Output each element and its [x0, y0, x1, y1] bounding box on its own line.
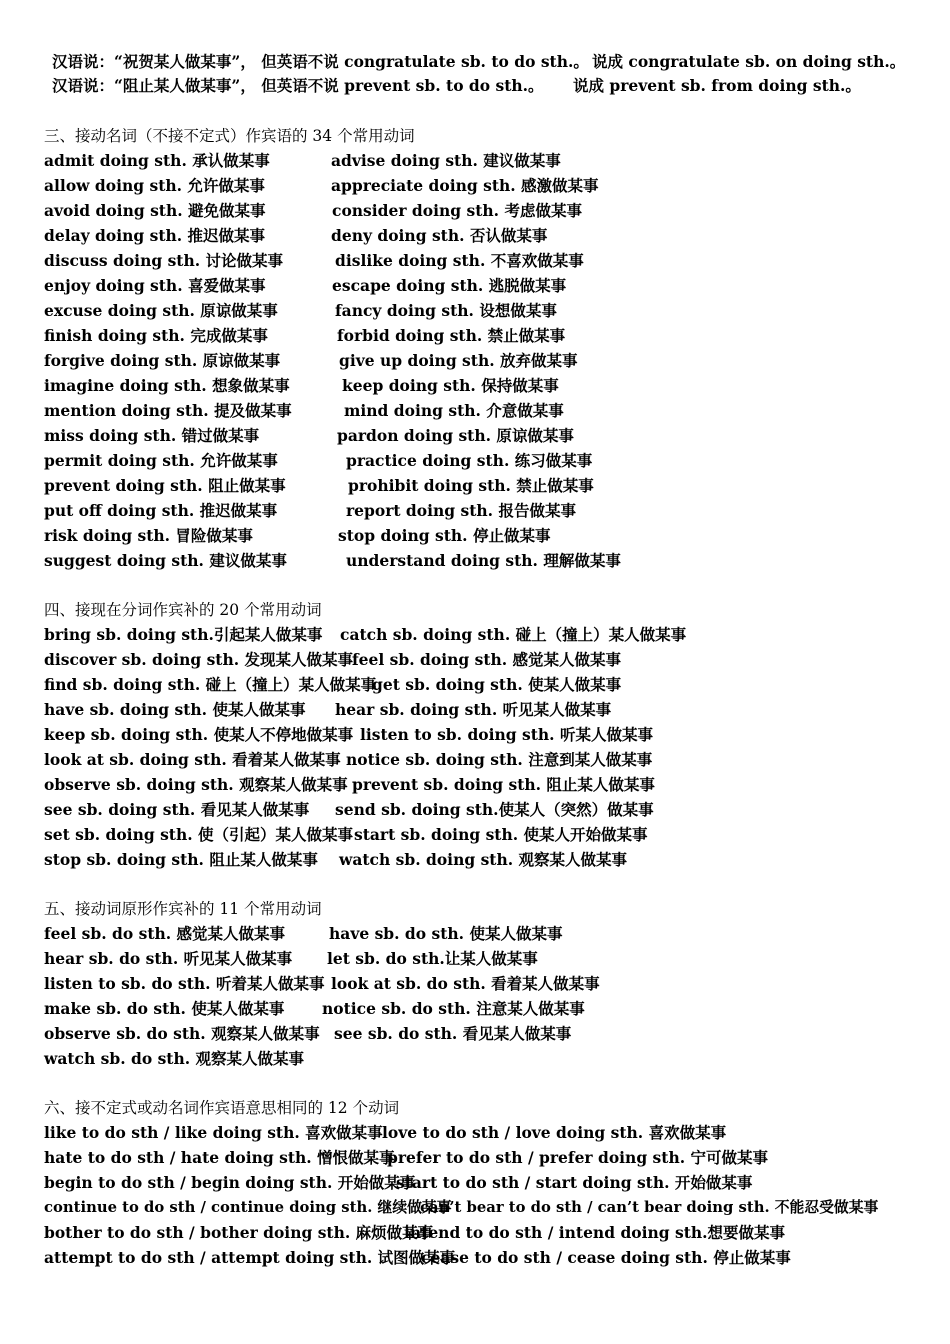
list-item — [44, 798, 654, 822]
list-item — [44, 673, 622, 697]
phrase-left: attempt to do sth / attempt doing sth. 试图做某事 — [44, 1248, 456, 1267]
list-item — [44, 399, 564, 423]
list-item — [44, 274, 567, 298]
phrase-right: catch sb. doing sth. 碰上（撞上）某人做某事 — [340, 625, 687, 644]
phrase-left: see sb. doing sth. 看见某人做某事 — [44, 800, 310, 819]
list-item — [44, 1196, 879, 1220]
list-item — [44, 324, 566, 348]
list-item — [44, 1121, 727, 1145]
section-heading: 三、接动名词（不接不定式）作宾语的 34 个常用动词 — [44, 127, 415, 145]
phrase-right: love to do sth / love doing sth. 喜欢做某事 — [382, 1123, 727, 1142]
phrase-left: like to do sth / like doing sth. 喜欢做某事 — [44, 1123, 383, 1142]
phrase-left: mention doing sth. 提及做某事 — [44, 401, 292, 420]
phrase-left: excuse doing sth. 原谅做某事 — [44, 301, 278, 320]
phrase-left: make sb. do sth. 使某人做某事 — [44, 999, 285, 1018]
list-item — [44, 299, 557, 323]
list-item — [44, 424, 574, 448]
phrase-left: set sb. doing sth. 使（引起）某人做某事 — [44, 825, 354, 844]
phrase-left: look at sb. doing sth. 看着某人做某事 — [44, 750, 341, 769]
list-item — [44, 922, 563, 946]
phrase-right: look at sb. do sth. 看着某人做某事 — [331, 974, 600, 993]
list-item — [44, 947, 538, 971]
phrase-right: stop doing sth. 停止做某事 — [338, 526, 551, 545]
phrase-right: have sb. do sth. 使某人做某事 — [329, 924, 563, 943]
phrase-left: permit doing sth. 允许做某事 — [44, 451, 278, 470]
list-item — [44, 524, 551, 548]
list-item — [44, 549, 621, 573]
list-item — [44, 199, 582, 223]
section-heading: 六、接不定式或动名词作宾语意思相同的 12 个动词 — [44, 1099, 400, 1117]
phrase-right: intend to do sth / intend doing sth.想要做某事 — [404, 1223, 786, 1242]
phrase-left: begin to do sth / begin doing sth. 开始做某事 — [44, 1173, 416, 1192]
phrase-left: keep sb. doing sth. 使某人不停地做某事 — [44, 725, 354, 744]
phrase-right: consider doing sth. 考虑做某事 — [332, 201, 582, 220]
phrase-right: give up doing sth. 放弃做某事 — [339, 351, 578, 370]
list-item — [44, 149, 561, 173]
section-heading: 五、接动词原形作宾补的 11 个常用动词 — [44, 900, 322, 918]
list-item — [44, 224, 548, 248]
intro-line — [52, 50, 906, 74]
list-item — [44, 698, 612, 722]
phrase-right: understand doing sth. 理解做某事 — [346, 551, 621, 570]
phrase-left: bother to do sth / bother doing sth. 麻烦做某事 — [44, 1223, 434, 1242]
phrase-right: escape doing sth. 逃脱做某事 — [332, 276, 567, 295]
phrase-left: observe sb. do sth. 观察某人做某事 — [44, 1024, 320, 1043]
phrase-left: hear sb. do sth. 听见某人做某事 — [44, 949, 293, 968]
intro-line — [52, 74, 861, 98]
phrase-right: fancy doing sth. 设想做某事 — [335, 301, 557, 320]
phrase-right: notice sb. doing sth. 注意到某人做某事 — [346, 750, 653, 769]
phrase-left: put off doing sth. 推迟做某事 — [44, 501, 278, 520]
phrase-right: hear sb. doing sth. 听见某人做某事 — [335, 700, 612, 719]
phrase-right: deny doing sth. 否认做某事 — [331, 226, 548, 245]
phrase-left: find sb. doing sth. 碰上（撞上）某人做某事 — [44, 675, 377, 694]
phrase-left: finish doing sth. 完成做某事 — [44, 326, 268, 345]
list-item — [44, 972, 600, 996]
phrase-left: risk doing sth. 冒险做某事 — [44, 526, 253, 545]
phrase-left: avoid doing sth. 避免做某事 — [44, 201, 266, 220]
list-item — [44, 1221, 786, 1245]
phrase-right: cease to do sth / cease doing sth. 停止做某事 — [421, 1248, 791, 1267]
list-item — [44, 823, 648, 847]
list-item — [44, 848, 628, 872]
phrase-right: listen to sb. doing sth. 听某人做某事 — [360, 725, 653, 744]
phrase-right: get sb. doing sth. 使某人做某事 — [372, 675, 622, 694]
phrase-left: imagine doing sth. 想象做某事 — [44, 376, 290, 395]
phrase-right: send sb. doing sth.使某人（突然）做某事 — [335, 800, 654, 819]
phrase-right: can’t bear to do sth / can’t bear doing sth. 不能忍受做某事 — [420, 1199, 879, 1216]
phrase-left: bring sb. doing sth.引起某人做某事 — [44, 625, 323, 644]
list-item — [44, 1047, 304, 1071]
list-item — [44, 449, 593, 473]
phrase-left: delay doing sth. 推迟做某事 — [44, 226, 266, 245]
list-item — [44, 748, 653, 772]
list-item — [44, 623, 687, 647]
phrase-left: watch sb. do sth. 观察某人做某事 — [44, 1049, 305, 1068]
list-item — [44, 997, 585, 1021]
phrase-right: start sb. doing sth. 使某人开始做某事 — [354, 825, 648, 844]
list-item — [44, 1246, 791, 1270]
phrase-left: discover sb. doing sth. 发现某人做某事 — [44, 650, 354, 669]
phrase-right: forbid doing sth. 禁止做某事 — [337, 326, 566, 345]
list-item — [44, 499, 576, 523]
phrase-right: dislike doing sth. 不喜欢做某事 — [335, 251, 584, 270]
phrase-right: pardon doing sth. 原谅做某事 — [337, 426, 574, 445]
phrase-right: practice doing sth. 练习做某事 — [346, 451, 593, 470]
intro-correction: 说成 prevent sb. from doing sth.。 — [573, 76, 861, 95]
list-item — [44, 374, 559, 398]
phrase-right: prohibit doing sth. 禁止做某事 — [348, 476, 594, 495]
phrase-right: prevent sb. doing sth. 阻止某人做某事 — [352, 775, 655, 794]
phrase-right: appreciate doing sth. 感激做某事 — [331, 176, 599, 195]
phrase-left: admit doing sth. 承认做某事 — [44, 151, 270, 170]
list-item — [44, 349, 578, 373]
phrase-left: stop sb. doing sth. 阻止某人做某事 — [44, 850, 318, 869]
phrase-right: start to do sth / start doing sth. 开始做某事 — [396, 1173, 753, 1192]
phrase-left: have sb. doing sth. 使某人做某事 — [44, 700, 306, 719]
list-item — [44, 1171, 753, 1195]
phrase-left: feel sb. do sth. 感觉某人做某事 — [44, 924, 286, 943]
phrase-right: notice sb. do sth. 注意某人做某事 — [322, 999, 585, 1018]
intro-text: 汉语说：“祝贺某人做某事”， 但英语不说 congratulate sb. to do sth.。 — [52, 52, 589, 71]
list-item — [44, 474, 594, 498]
phrase-left: suggest doing sth. 建议做某事 — [44, 551, 287, 570]
phrase-right: report doing sth. 报告做某事 — [346, 501, 576, 520]
phrase-left: discuss doing sth. 讨论做某事 — [44, 251, 284, 270]
phrase-left: listen to sb. do sth. 听着某人做某事 — [44, 974, 325, 993]
list-item — [44, 773, 655, 797]
phrase-left: continue to do sth / continue doing sth. 继续做某事 — [44, 1199, 452, 1216]
phrase-left: miss doing sth. 错过做某事 — [44, 426, 260, 445]
intro-text: 汉语说：“阻止某人做某事”， 但英语不说 prevent sb. to do sth.。 — [52, 76, 544, 95]
phrase-right: prefer to do sth / prefer doing sth. 宁可做某事 — [387, 1148, 769, 1167]
phrase-right: let sb. do sth.让某人做某事 — [327, 949, 538, 968]
phrase-left: allow doing sth. 允许做某事 — [44, 176, 265, 195]
phrase-left: forgive doing sth. 原谅做某事 — [44, 351, 281, 370]
intro-correction: 说成 congratulate sb. on doing sth.。 — [592, 52, 906, 71]
list-item — [44, 249, 584, 273]
list-item — [44, 648, 622, 672]
phrase-right: mind doing sth. 介意做某事 — [344, 401, 564, 420]
section-heading: 四、接现在分词作宾补的 20 个常用动词 — [44, 601, 322, 619]
phrase-left: enjoy doing sth. 喜爱做某事 — [44, 276, 266, 295]
list-item — [44, 174, 599, 198]
phrase-left: observe sb. doing sth. 观察某人做某事 — [44, 775, 348, 794]
list-item — [44, 1146, 769, 1170]
phrase-right: feel sb. doing sth. 感觉某人做某事 — [352, 650, 622, 669]
list-item — [44, 1022, 572, 1046]
phrase-right: watch sb. doing sth. 观察某人做某事 — [339, 850, 628, 869]
phrase-right: see sb. do sth. 看见某人做某事 — [334, 1024, 572, 1043]
phrase-right: keep doing sth. 保持做某事 — [342, 376, 559, 395]
phrase-left: hate to do sth / hate doing sth. 憎恨做某事 — [44, 1148, 395, 1167]
phrase-left: prevent doing sth. 阻止做某事 — [44, 476, 286, 495]
list-item — [44, 723, 653, 747]
phrase-right: advise doing sth. 建议做某事 — [331, 151, 561, 170]
